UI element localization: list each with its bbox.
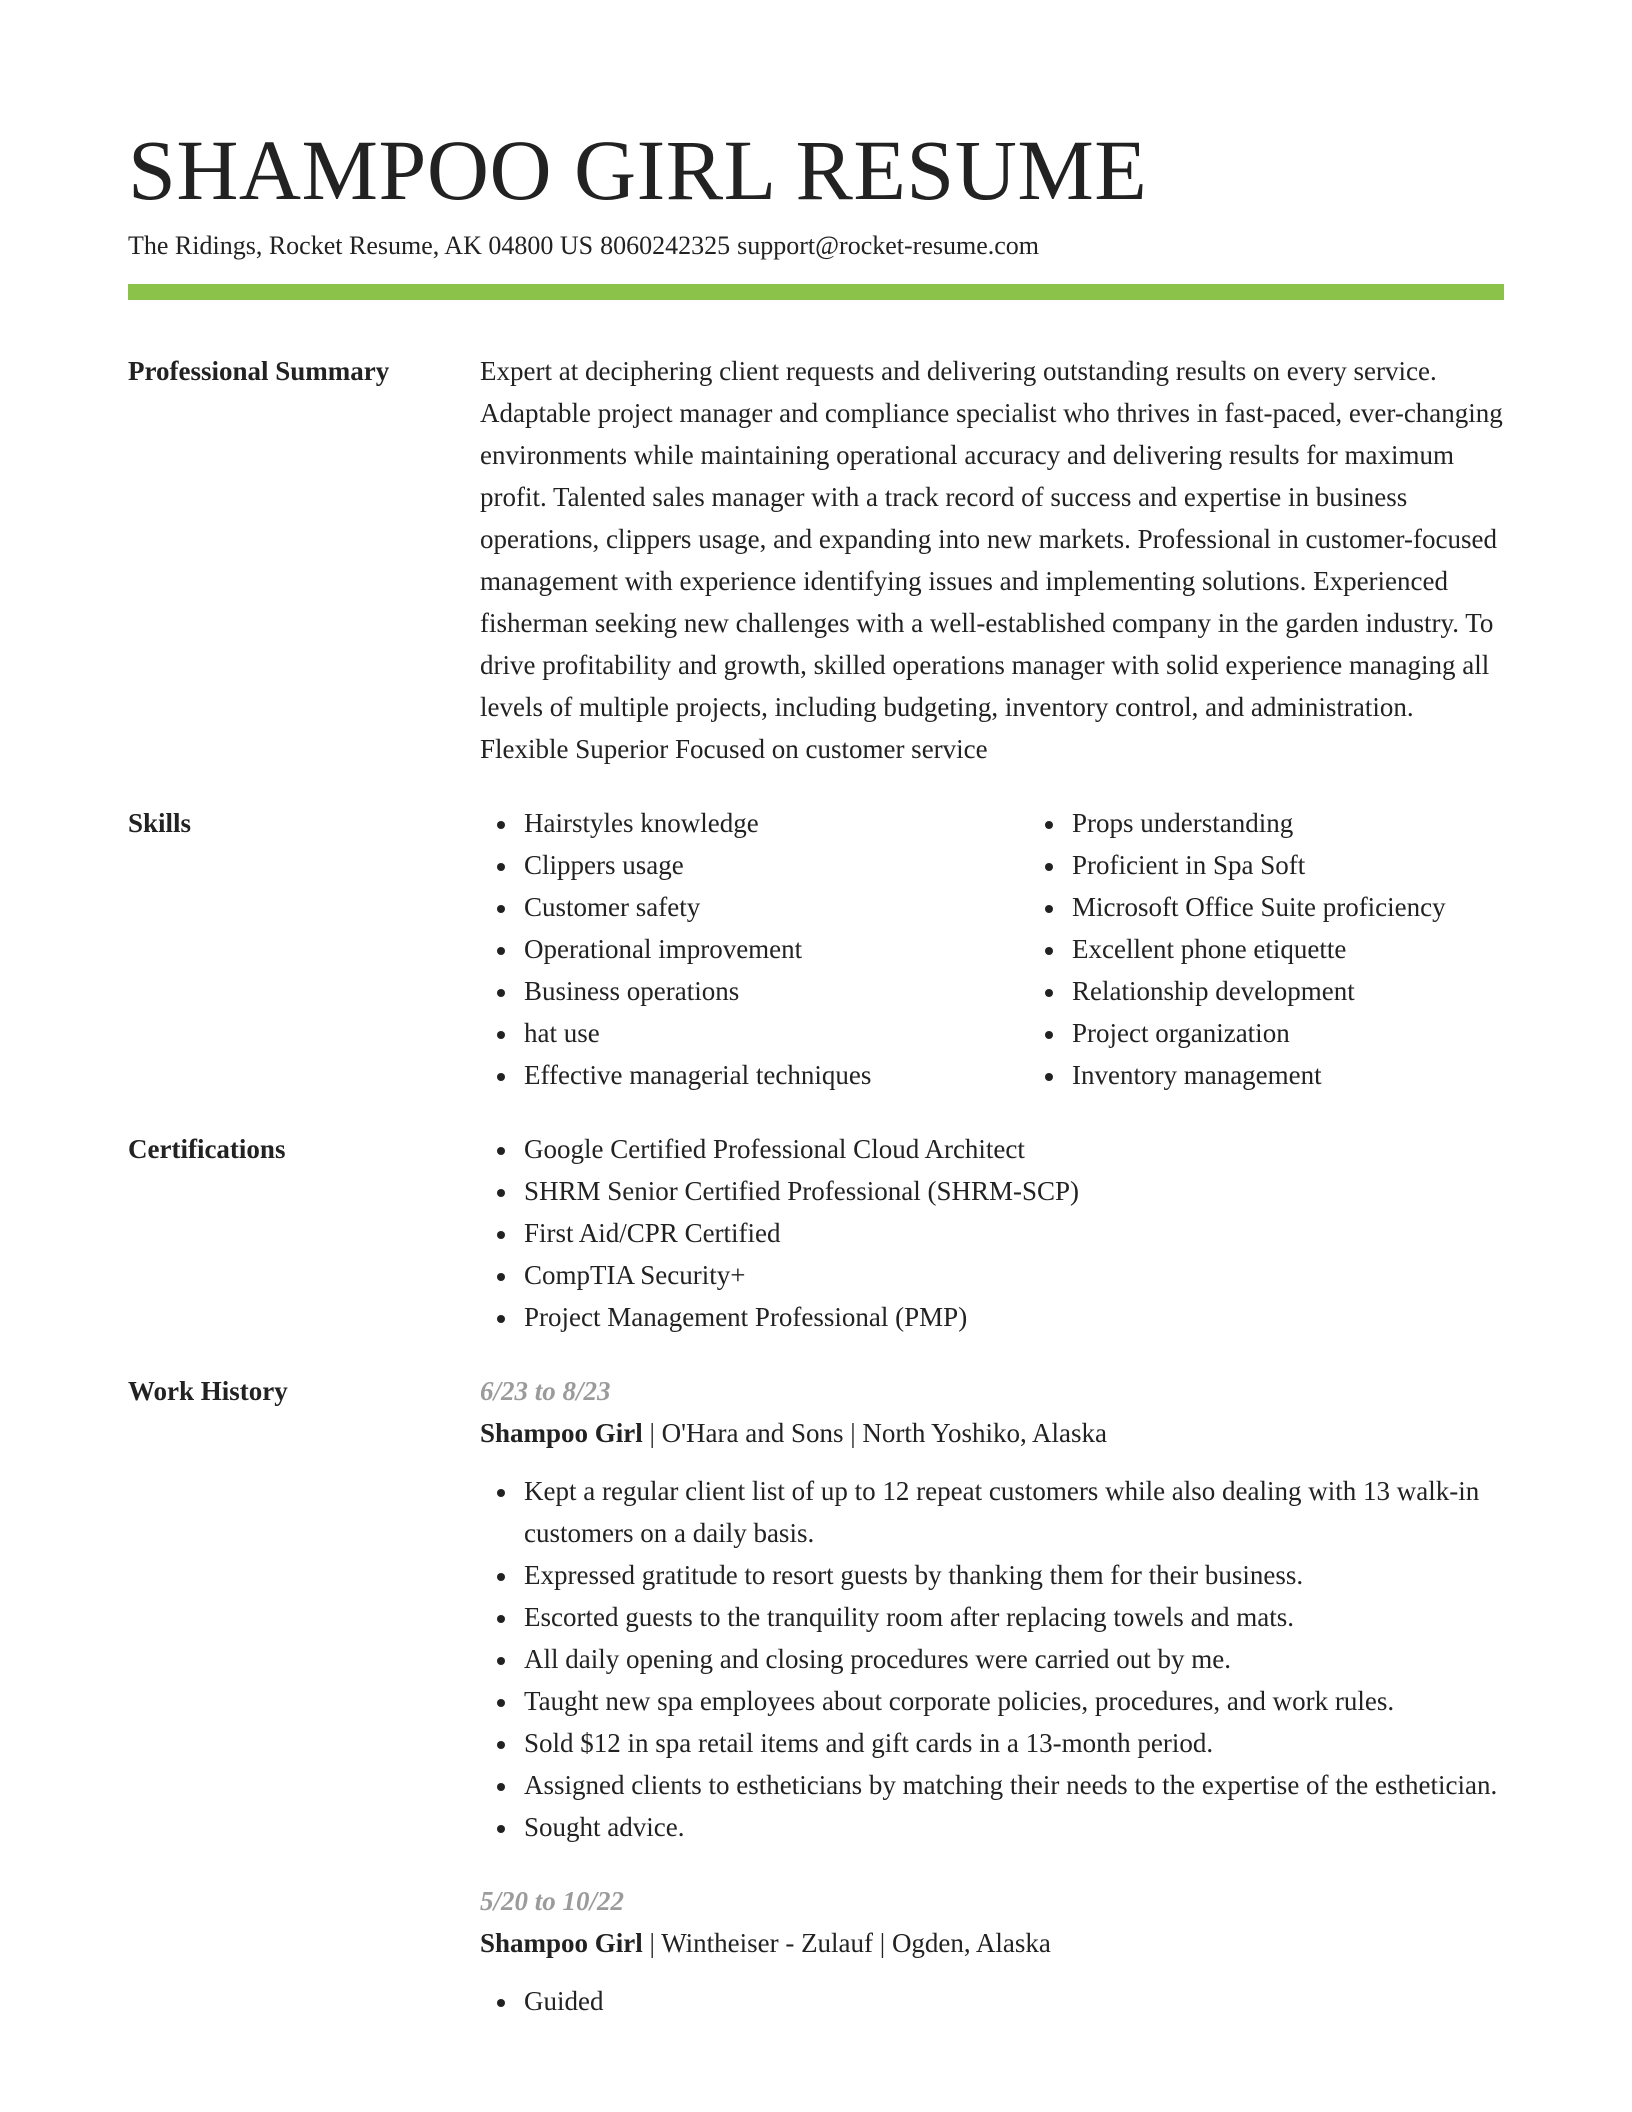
certifications-section [128, 1128, 1504, 1338]
job-title-line [480, 1412, 1504, 1454]
resume-name: SHAMPOO GIRL RESUME [128, 122, 1148, 218]
job-position: Shampoo Girl [480, 1418, 643, 1448]
list-item: Microsoft Office Suite proficiency [1072, 886, 1572, 928]
summary-section [128, 350, 1504, 770]
list-item: Project Management Professional (PMP) [524, 1296, 1504, 1338]
list-item: Hairstyles knowledge [524, 802, 1028, 844]
summary-text: Expert at deciphering client requests and delivering outstanding results on every service. Adaptable project manager and compliance specialist who thrives in fast-paced, ever-changing environments while maintaining operational accuracy and delivering results for maximum profit. Talented sales manager with a track record of success and expertise in business operations, clippers usage, and expanding into new markets. Professional in customer-focused management with experience identifying issues and implementing solutions. Experienced fisherman seeking new challenges with a well-established company in the garden industry. To drive profitability and growth, skilled operations manager with solid experience managing all levels of multiple projects, including budgeting, inventory control, and administration. Flexible Superior Focused on customer service [480, 356, 1503, 764]
skills-section [128, 802, 1504, 1096]
job-position: Shampoo Girl [480, 1928, 643, 1958]
list-item: Google Certified Professional Cloud Architect [524, 1128, 1504, 1170]
work-history-heading: Work History [128, 1376, 288, 1406]
certifications-body [480, 1128, 1504, 1338]
job-title-line [480, 1922, 1504, 1964]
job-entry [480, 1370, 1504, 1848]
work-history-section [128, 1370, 1504, 2022]
job-employer-location: | Wintheiser - Zulauf | Ogden, Alaska [642, 1928, 1051, 1958]
certifications-heading: Certifications [128, 1134, 286, 1164]
skills-body [480, 802, 1572, 1096]
skills-list-right [1028, 802, 1572, 1096]
list-item: hat use [524, 1012, 1028, 1054]
list-item: Customer safety [524, 886, 1028, 928]
list-item: Assigned clients to estheticians by matching their needs to the expertise of the esthetician. [524, 1764, 1504, 1806]
list-item: Operational improvement [524, 928, 1028, 970]
list-item: Guided [524, 1980, 1504, 2022]
contact-phone: 8060242325 [600, 231, 731, 260]
job-bullets [480, 1470, 1504, 1848]
list-item: Props understanding [1072, 802, 1572, 844]
summary-heading: Professional Summary [128, 356, 390, 386]
list-item: Sold $12 in spa retail items and gift cards in a 13-month period. [524, 1722, 1504, 1764]
list-item: Escorted guests to the tranquility room after replacing towels and mats. [524, 1596, 1504, 1638]
job-dates: 6/23 to 8/23 [480, 1376, 611, 1406]
job-dates: 5/20 to 10/22 [480, 1886, 625, 1916]
list-item: CompTIA Security+ [524, 1254, 1504, 1296]
contact-address: The Ridings, Rocket Resume, AK 04800 US [128, 231, 594, 260]
list-item: Business operations [524, 970, 1028, 1012]
list-item: All daily opening and closing procedures were carried out by me. [524, 1638, 1504, 1680]
job-entry [480, 1880, 1504, 2022]
summary-body [480, 350, 1504, 770]
list-item: Kept a regular client list of up to 12 repeat customers while also dealing with 13 walk-in customers on a daily basis. [524, 1470, 1504, 1554]
list-item: First Aid/CPR Certified [524, 1212, 1504, 1254]
skills-heading: Skills [128, 808, 192, 838]
list-item: Excellent phone etiquette [1072, 928, 1572, 970]
list-item: Sought advice. [524, 1806, 1504, 1848]
list-item: Expressed gratitude to resort guests by thanking them for their business. [524, 1554, 1504, 1596]
list-item: Clippers usage [524, 844, 1028, 886]
contact-email: support@rocket-resume.com [737, 231, 1040, 260]
list-item: Taught new spa employees about corporate policies, procedures, and work rules. [524, 1680, 1504, 1722]
header-divider [128, 284, 1504, 300]
list-item: Relationship development [1072, 970, 1572, 1012]
list-item: Effective managerial techniques [524, 1054, 1028, 1096]
job-employer-location: | O'Hara and Sons | North Yoshiko, Alaska [642, 1418, 1107, 1448]
job-bullets [480, 1980, 1504, 2022]
list-item: Proficient in Spa Soft [1072, 844, 1572, 886]
list-item: SHRM Senior Certified Professional (SHRM-SCP) [524, 1170, 1504, 1212]
contact-line [128, 228, 1504, 264]
work-history-body [480, 1370, 1504, 2022]
certifications-list [480, 1128, 1504, 1338]
list-item: Project organization [1072, 1012, 1572, 1054]
skills-list-left [480, 802, 1028, 1096]
list-item: Inventory management [1072, 1054, 1572, 1096]
